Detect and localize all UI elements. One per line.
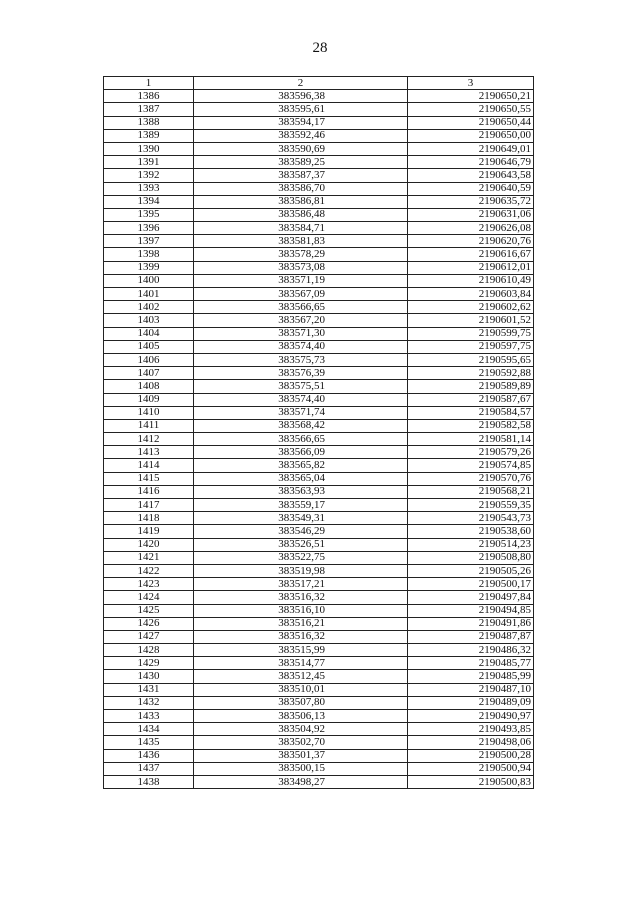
y-coordinate-cell: 2190584,57 [408,406,534,419]
table-row [104,222,534,235]
point-number-cell: 1420 [104,538,194,551]
table-row [104,380,534,393]
x-coordinate-cell: 383578,29 [194,248,408,261]
table-row [104,551,534,564]
point-number-cell: 1422 [104,564,194,577]
y-coordinate-cell: 2190635,72 [408,195,534,208]
x-coordinate-cell: 383567,20 [194,314,408,327]
point-number-cell: 1400 [104,274,194,287]
table-row [104,617,534,630]
point-number-cell: 1433 [104,710,194,723]
x-coordinate-cell: 383516,10 [194,604,408,617]
x-coordinate-cell: 383595,61 [194,103,408,116]
y-coordinate-cell: 2190514,23 [408,538,534,551]
table-row [104,156,534,169]
table-row [104,670,534,683]
y-coordinate-cell: 2190486,32 [408,644,534,657]
y-coordinate-cell: 2190592,88 [408,367,534,380]
y-coordinate-cell: 2190587,67 [408,393,534,406]
table-row [104,762,534,775]
point-number-cell: 1402 [104,301,194,314]
point-number-cell: 1419 [104,525,194,538]
table-row [104,472,534,485]
y-coordinate-cell: 2190487,87 [408,630,534,643]
table-row [104,195,534,208]
table-row [104,129,534,142]
x-coordinate-cell: 383568,42 [194,419,408,432]
table-row [104,538,534,551]
x-coordinate-cell: 383571,30 [194,327,408,340]
x-coordinate-cell: 383586,48 [194,208,408,221]
point-number-cell: 1398 [104,248,194,261]
x-coordinate-cell: 383546,29 [194,525,408,538]
point-number-cell: 1435 [104,736,194,749]
column-header-2: 2 [194,77,408,90]
y-coordinate-cell: 2190493,85 [408,723,534,736]
table-row [104,301,534,314]
y-coordinate-cell: 2190491,86 [408,617,534,630]
point-number-cell: 1418 [104,512,194,525]
y-coordinate-cell: 2190597,75 [408,340,534,353]
y-coordinate-cell: 2190646,79 [408,156,534,169]
y-coordinate-cell: 2190579,26 [408,446,534,459]
point-number-cell: 1394 [104,195,194,208]
table-row [104,353,534,366]
point-number-cell: 1438 [104,775,194,788]
table-row [104,723,534,736]
table-row [104,485,534,498]
y-coordinate-cell: 2190487,10 [408,683,534,696]
column-header-3: 3 [408,77,534,90]
point-number-cell: 1421 [104,551,194,564]
x-coordinate-cell: 383594,17 [194,116,408,129]
y-coordinate-cell: 2190649,01 [408,142,534,155]
x-coordinate-cell: 383584,71 [194,222,408,235]
x-coordinate-cell: 383576,39 [194,367,408,380]
x-coordinate-cell: 383526,51 [194,538,408,551]
x-coordinate-cell: 383549,31 [194,512,408,525]
point-number-cell: 1406 [104,353,194,366]
table-row [104,90,534,103]
table-row [104,274,534,287]
y-coordinate-cell: 2190650,55 [408,103,534,116]
table-row [104,182,534,195]
y-coordinate-cell: 2190640,59 [408,182,534,195]
point-number-cell: 1431 [104,683,194,696]
x-coordinate-cell: 383587,37 [194,169,408,182]
y-coordinate-cell: 2190508,80 [408,551,534,564]
y-coordinate-cell: 2190500,94 [408,762,534,775]
table-row [104,683,534,696]
x-coordinate-cell: 383575,51 [194,380,408,393]
table-row [104,208,534,221]
x-coordinate-cell: 383589,25 [194,156,408,169]
y-coordinate-cell: 2190631,06 [408,208,534,221]
point-number-cell: 1423 [104,578,194,591]
point-number-cell: 1414 [104,459,194,472]
point-number-cell: 1401 [104,288,194,301]
table-row [104,340,534,353]
table-row [104,248,534,261]
point-number-cell: 1429 [104,657,194,670]
point-number-cell: 1430 [104,670,194,683]
table-row [104,775,534,788]
x-coordinate-cell: 383516,32 [194,591,408,604]
point-number-cell: 1427 [104,630,194,643]
y-coordinate-cell: 2190568,21 [408,485,534,498]
point-number-cell: 1404 [104,327,194,340]
x-coordinate-cell: 383559,17 [194,499,408,512]
table-row [104,591,534,604]
point-number-cell: 1436 [104,749,194,762]
y-coordinate-cell: 2190500,17 [408,578,534,591]
x-coordinate-cell: 383586,70 [194,182,408,195]
point-number-cell: 1426 [104,617,194,630]
table-row [104,116,534,129]
y-coordinate-cell: 2190620,76 [408,235,534,248]
coordinates-table [103,76,534,789]
x-coordinate-cell: 383575,73 [194,353,408,366]
x-coordinate-cell: 383501,37 [194,749,408,762]
table-row [104,459,534,472]
point-number-cell: 1393 [104,182,194,195]
table-row [104,578,534,591]
x-coordinate-cell: 383565,82 [194,459,408,472]
table-row [104,103,534,116]
y-coordinate-cell: 2190505,26 [408,564,534,577]
point-number-cell: 1437 [104,762,194,775]
point-number-cell: 1424 [104,591,194,604]
y-coordinate-cell: 2190599,75 [408,327,534,340]
y-coordinate-cell: 2190500,28 [408,749,534,762]
y-coordinate-cell: 2190581,14 [408,433,534,446]
x-coordinate-cell: 383574,40 [194,340,408,353]
point-number-cell: 1428 [104,644,194,657]
table-row [104,327,534,340]
x-coordinate-cell: 383563,93 [194,485,408,498]
x-coordinate-cell: 383586,81 [194,195,408,208]
point-number-cell: 1415 [104,472,194,485]
point-number-cell: 1407 [104,367,194,380]
table-row [104,433,534,446]
y-coordinate-cell: 2190650,21 [408,90,534,103]
point-number-cell: 1432 [104,696,194,709]
x-coordinate-cell: 383571,19 [194,274,408,287]
x-coordinate-cell: 383522,75 [194,551,408,564]
x-coordinate-cell: 383504,92 [194,723,408,736]
y-coordinate-cell: 2190650,44 [408,116,534,129]
point-number-cell: 1387 [104,103,194,116]
y-coordinate-cell: 2190595,65 [408,353,534,366]
y-coordinate-cell: 2190602,62 [408,301,534,314]
point-number-cell: 1434 [104,723,194,736]
table-row [104,736,534,749]
x-coordinate-cell: 383573,08 [194,261,408,274]
x-coordinate-cell: 383581,83 [194,235,408,248]
table-row [104,169,534,182]
y-coordinate-cell: 2190626,08 [408,222,534,235]
table-row [104,749,534,762]
table-row [104,446,534,459]
y-coordinate-cell: 2190643,58 [408,169,534,182]
x-coordinate-cell: 383565,04 [194,472,408,485]
point-number-cell: 1395 [104,208,194,221]
table-body [104,90,534,789]
x-coordinate-cell: 383500,15 [194,762,408,775]
x-coordinate-cell: 383507,80 [194,696,408,709]
table-row [104,512,534,525]
x-coordinate-cell: 383596,38 [194,90,408,103]
y-coordinate-cell: 2190616,67 [408,248,534,261]
x-coordinate-cell: 383514,77 [194,657,408,670]
y-coordinate-cell: 2190489,09 [408,696,534,709]
y-coordinate-cell: 2190603,84 [408,288,534,301]
table-row [104,710,534,723]
x-coordinate-cell: 383566,09 [194,446,408,459]
point-number-cell: 1386 [104,90,194,103]
table-header-row [104,77,534,90]
y-coordinate-cell: 2190543,73 [408,512,534,525]
x-coordinate-cell: 383571,74 [194,406,408,419]
y-coordinate-cell: 2190610,49 [408,274,534,287]
point-number-cell: 1409 [104,393,194,406]
point-number-cell: 1411 [104,419,194,432]
table-row [104,406,534,419]
x-coordinate-cell: 383512,45 [194,670,408,683]
point-number-cell: 1397 [104,235,194,248]
table-row [104,564,534,577]
x-coordinate-cell: 383567,09 [194,288,408,301]
point-number-cell: 1405 [104,340,194,353]
table-row [104,604,534,617]
table-row [104,419,534,432]
table-row [104,644,534,657]
point-number-cell: 1389 [104,129,194,142]
x-coordinate-cell: 383517,21 [194,578,408,591]
table-row [104,393,534,406]
y-coordinate-cell: 2190612,01 [408,261,534,274]
point-number-cell: 1412 [104,433,194,446]
table-row [104,696,534,709]
table-row [104,142,534,155]
y-coordinate-cell: 2190570,76 [408,472,534,485]
point-number-cell: 1416 [104,485,194,498]
x-coordinate-cell: 383566,65 [194,301,408,314]
y-coordinate-cell: 2190485,77 [408,657,534,670]
x-coordinate-cell: 383574,40 [194,393,408,406]
table-row [104,314,534,327]
y-coordinate-cell: 2190494,85 [408,604,534,617]
point-number-cell: 1403 [104,314,194,327]
x-coordinate-cell: 383506,13 [194,710,408,723]
point-number-cell: 1417 [104,499,194,512]
x-coordinate-cell: 383510,01 [194,683,408,696]
y-coordinate-cell: 2190538,60 [408,525,534,538]
x-coordinate-cell: 383516,21 [194,617,408,630]
page-number: 28 [312,40,328,56]
y-coordinate-cell: 2190589,89 [408,380,534,393]
table-row [104,525,534,538]
point-number-cell: 1388 [104,116,194,129]
table-row [104,261,534,274]
y-coordinate-cell: 2190498,06 [408,736,534,749]
y-coordinate-cell: 2190574,85 [408,459,534,472]
point-number-cell: 1390 [104,142,194,155]
table-row [104,367,534,380]
x-coordinate-cell: 383519,98 [194,564,408,577]
table-row [104,630,534,643]
x-coordinate-cell: 383516,32 [194,630,408,643]
point-number-cell: 1413 [104,446,194,459]
x-coordinate-cell: 383515,99 [194,644,408,657]
y-coordinate-cell: 2190490,97 [408,710,534,723]
point-number-cell: 1425 [104,604,194,617]
y-coordinate-cell: 2190650,00 [408,129,534,142]
y-coordinate-cell: 2190500,83 [408,775,534,788]
table-row [104,235,534,248]
point-number-cell: 1408 [104,380,194,393]
y-coordinate-cell: 2190497,84 [408,591,534,604]
y-coordinate-cell: 2190582,58 [408,419,534,432]
point-number-cell: 1391 [104,156,194,169]
x-coordinate-cell: 383592,46 [194,129,408,142]
point-number-cell: 1410 [104,406,194,419]
table-row [104,288,534,301]
y-coordinate-cell: 2190485,99 [408,670,534,683]
point-number-cell: 1396 [104,222,194,235]
point-number-cell: 1392 [104,169,194,182]
x-coordinate-cell: 383590,69 [194,142,408,155]
y-coordinate-cell: 2190559,35 [408,499,534,512]
y-coordinate-cell: 2190601,52 [408,314,534,327]
x-coordinate-cell: 383502,70 [194,736,408,749]
table-row [104,657,534,670]
point-number-cell: 1399 [104,261,194,274]
x-coordinate-cell: 383566,65 [194,433,408,446]
table-row [104,499,534,512]
column-header-1: 1 [104,77,194,90]
x-coordinate-cell: 383498,27 [194,775,408,788]
